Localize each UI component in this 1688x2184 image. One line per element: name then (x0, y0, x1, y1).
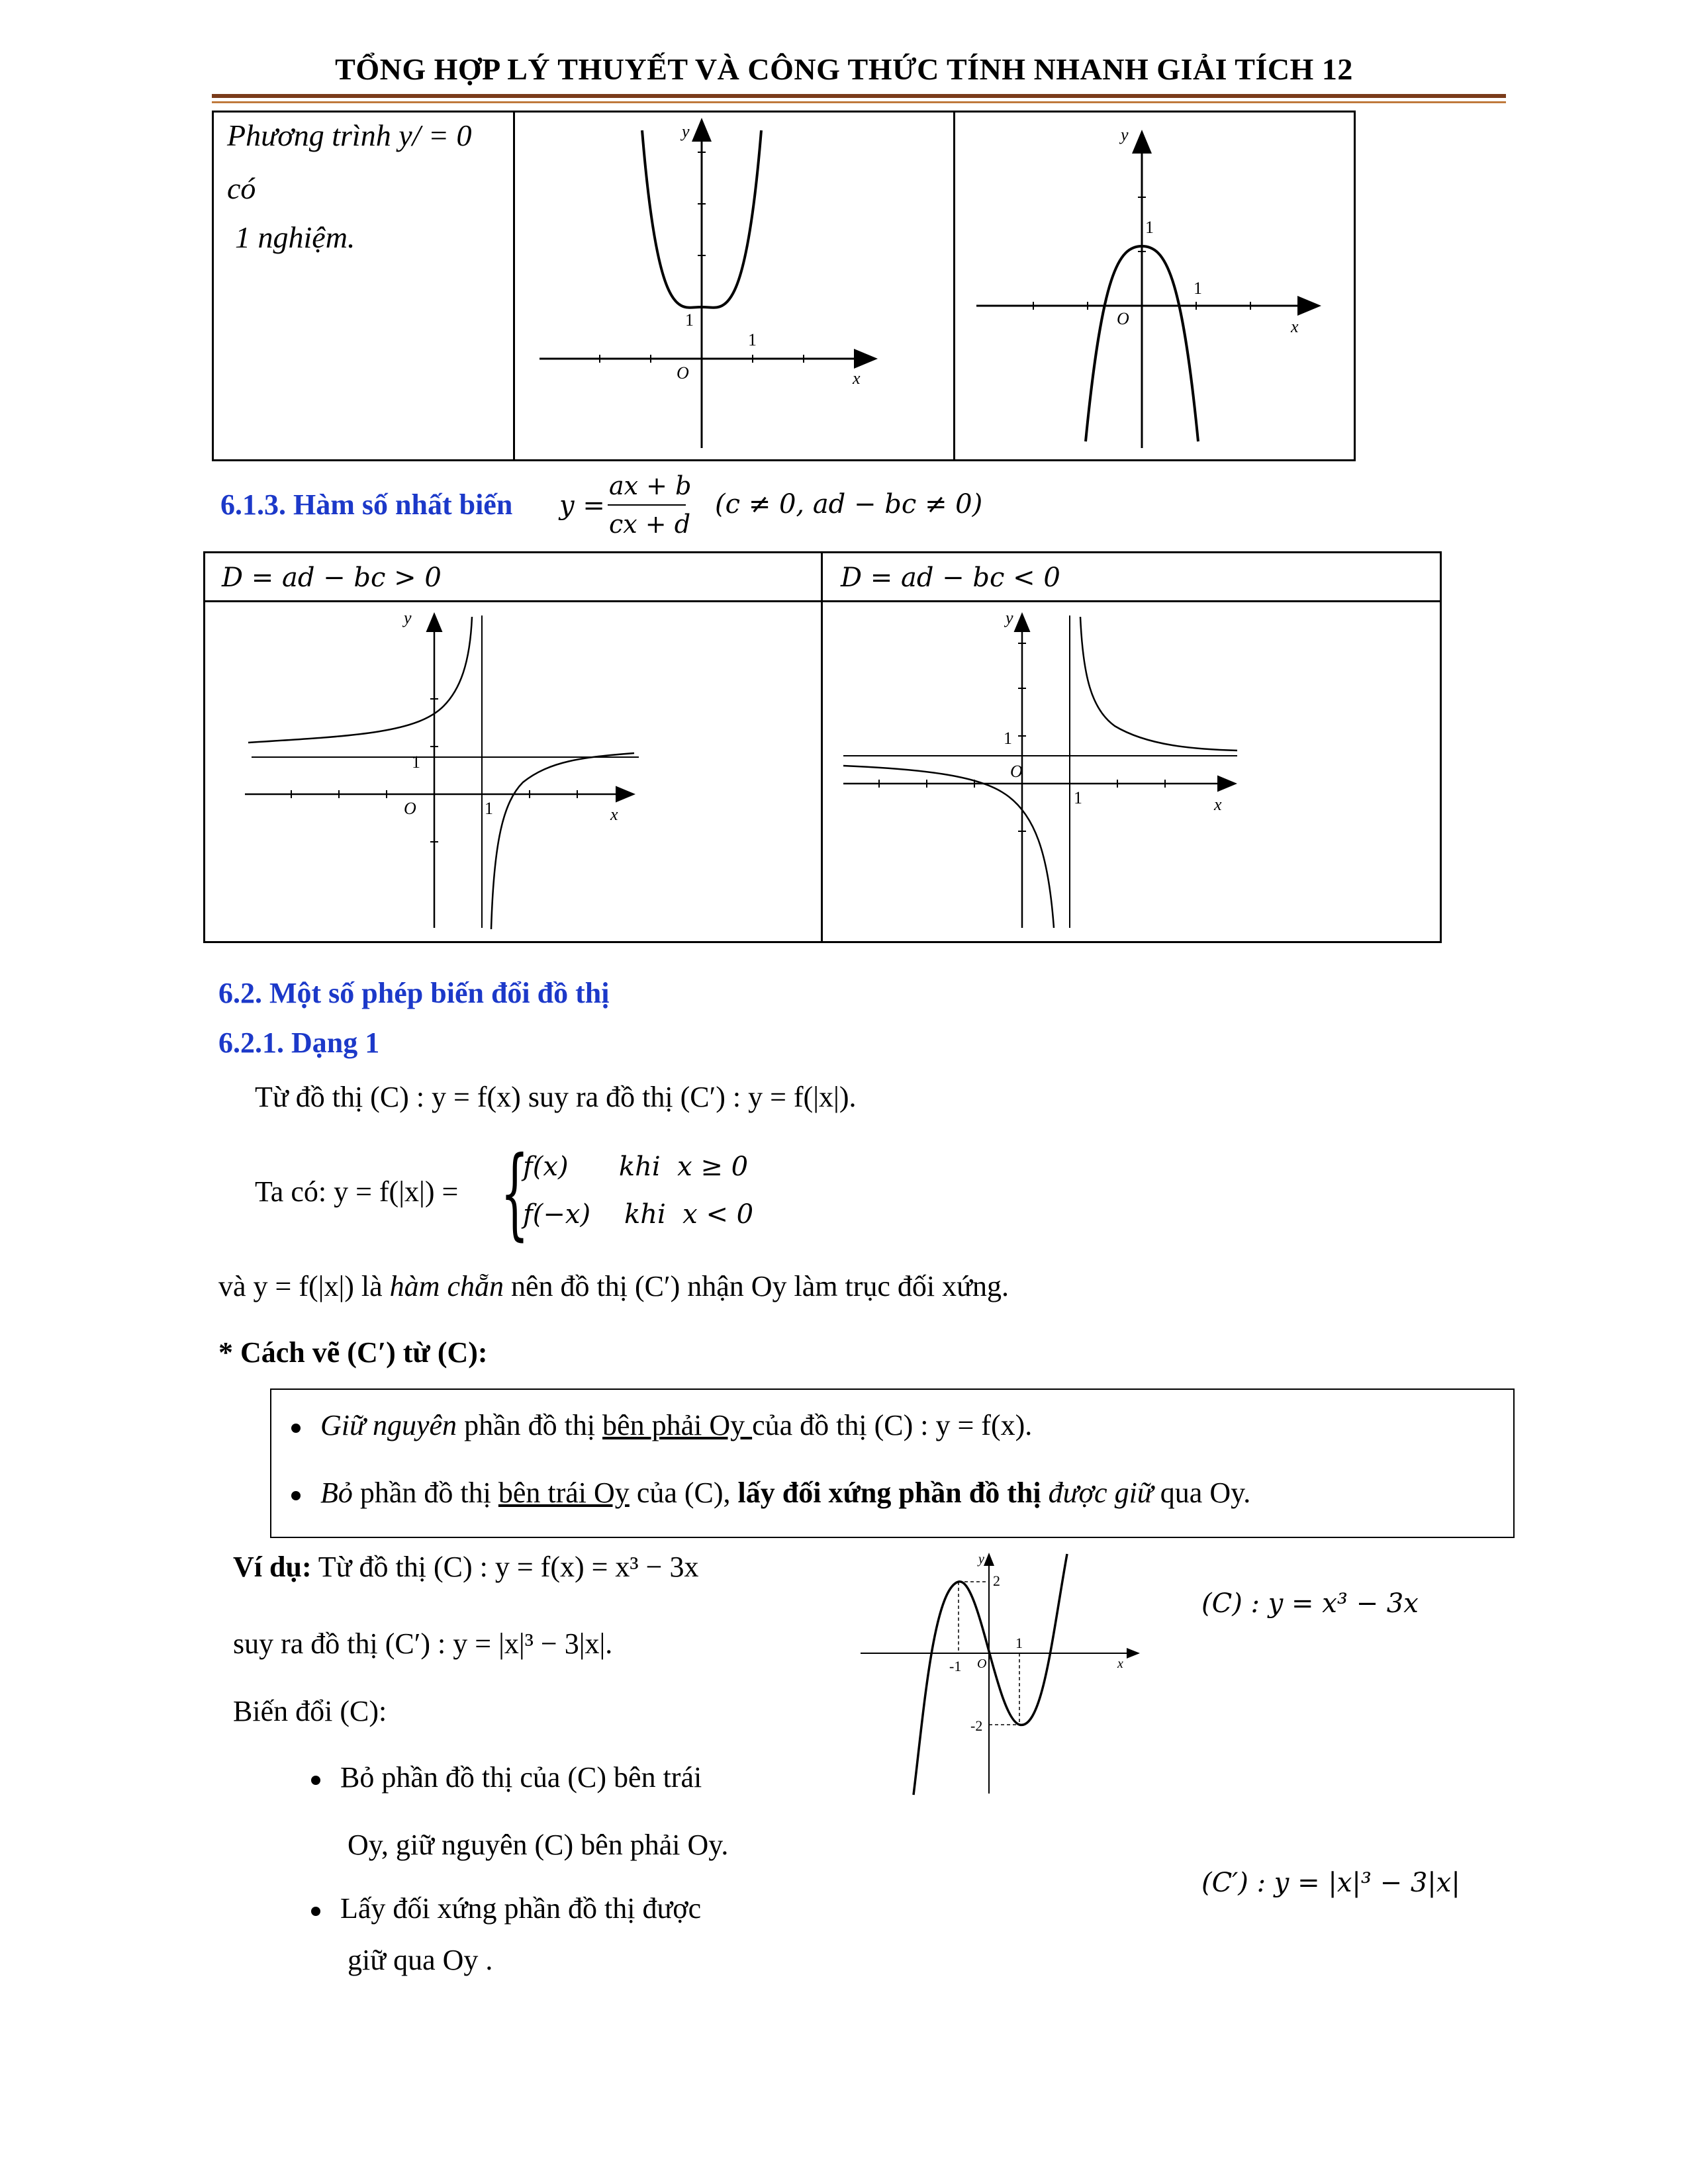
tick-label: -1 (949, 1658, 962, 1674)
example-bullet-2 (311, 1891, 701, 1925)
y-axis-label: y (404, 608, 412, 627)
formula-condition: (c ≠ 0, ad − bc ≠ 0) (715, 489, 983, 520)
bullet-dot (311, 1776, 320, 1785)
paragraph-tacó: Ta có: y = f(|x|) = (255, 1175, 459, 1208)
example-bullet-1-cont: Oy, giữ nguyên (C) bên phải Oy. (348, 1829, 729, 1861)
header-rule (212, 94, 1506, 98)
example-line-3: Biến đổi (C): (233, 1695, 387, 1727)
col-header-negative: D = ad − bc < 0 (841, 563, 1060, 593)
example-line-1 (233, 1550, 698, 1584)
tick-label: -2 (970, 1717, 983, 1734)
table-cell-text: 1 nghiệm. (235, 220, 355, 254)
origin-label: O (404, 799, 416, 818)
bullet-item (291, 1476, 1250, 1510)
howto-heading: * Cách vẽ (C′) từ (C): (218, 1336, 488, 1369)
text-segment: của (C), (629, 1477, 738, 1509)
bullet-dot (291, 1491, 301, 1500)
x-axis-label: x (610, 805, 618, 824)
text-segment: Bỏ phần đồ thị của (C) bên trái (340, 1761, 702, 1794)
tick-label: 1 (412, 752, 420, 772)
tick-label: 1 (1004, 729, 1012, 748)
paragraph-from-graph: Từ đồ thị (C) : y = f(x) suy ra đồ thị (C′) : y = f(|x|). (255, 1081, 857, 1113)
text-segment-bold: lấy đối xứng phần đồ thị (737, 1477, 1041, 1509)
tick-label: 1 (1194, 279, 1202, 298)
text-segment-italic: Giữ nguyên (320, 1409, 457, 1441)
graph-parabola-down (957, 114, 1354, 458)
table-cell-text: có (227, 171, 256, 205)
origin-label: O (677, 363, 689, 383)
tick-label: 1 (748, 330, 757, 349)
origin-label: O (1010, 762, 1023, 781)
text-segment-underlined: bên phải Oy (602, 1409, 753, 1441)
paragraph-even-function (218, 1269, 1009, 1303)
origin-label: O (1117, 309, 1129, 328)
table-divider (953, 111, 955, 461)
right-formula-c-prime: (C′) : y = |x|³ − 3|x| (1201, 1868, 1460, 1898)
formula-denominator: cx + d (609, 510, 691, 539)
section-heading-6-2: 6.2. Một số phép biến đổi đồ thị (218, 977, 610, 1009)
text-segment-underlined: bên trái Oy (498, 1477, 630, 1509)
table-divider (821, 551, 823, 943)
tick-label: 1 (685, 310, 694, 330)
formula-numerator: ax + b (609, 471, 692, 500)
table-cell-text: Phương trình y/ = 0 (227, 118, 472, 152)
text-segment: phần đồ thị (352, 1477, 498, 1509)
text-segment: và y = f(|x|) là (218, 1270, 390, 1302)
table-divider (513, 111, 515, 461)
section-heading-6-2-1: 6.2.1. Dạng 1 (218, 1026, 380, 1059)
right-formula-c: (C) : y = x³ − 3x (1201, 1588, 1419, 1619)
text-segment: qua Oy. (1152, 1477, 1251, 1509)
graph-parabola-up (516, 114, 950, 458)
text-segment: nên đồ thị (C′) nhận Oy làm trục đối xứng. (503, 1270, 1009, 1302)
tick-label: 2 (993, 1572, 1000, 1589)
tick-label: 1 (485, 799, 493, 818)
y-axis-label: y (1006, 608, 1013, 627)
header-rule-thin (212, 101, 1506, 103)
x-axis-label: x (1117, 1657, 1123, 1671)
section-heading-6-1-3: 6.1.3. Hàm số nhất biến (220, 488, 513, 521)
example-label: Ví dụ: (233, 1551, 312, 1583)
x-axis-label: x (1214, 795, 1222, 814)
case-brace: { (500, 1136, 529, 1251)
text-segment: Lấy đối xứng phần đồ thị được (340, 1892, 702, 1925)
tick-label: 1 (1145, 218, 1154, 237)
x-axis-label: x (1291, 317, 1299, 336)
y-axis-label: y (682, 122, 690, 141)
case-line-2: f(−x) khi x < 0 (523, 1199, 754, 1230)
tick-label: 1 (1015, 1635, 1023, 1651)
page-header-title: TỔNG HỢP LÝ THUYẾT VÀ CÔNG THỨC TÍNH NHANH GIẢI TÍCH 12 (335, 52, 1353, 86)
text-segment-italic: hàm chẵn (389, 1270, 504, 1302)
fraction-bar (608, 504, 686, 506)
text-segment: phần đồ thị (457, 1409, 603, 1441)
case-line-1: f(x) khi x ≥ 0 (523, 1152, 749, 1182)
y-axis-label: y (978, 1552, 984, 1567)
graph-hyperbola-positive (205, 604, 820, 941)
example-line-2: suy ra đồ thị (C′) : y = |x|³ − 3|x|. (233, 1627, 613, 1660)
tick-label: 1 (1074, 788, 1082, 807)
bullet-dot (291, 1424, 301, 1433)
graph-hyperbola-negative (823, 604, 1440, 941)
formula-lhs: y = (559, 490, 605, 521)
text-segment: Từ đồ thị (C) : y = f(x) = x³ − 3x (311, 1551, 699, 1583)
x-axis-label: x (853, 369, 861, 388)
origin-label: O (977, 1657, 987, 1671)
example-bullet-2-cont: giữ qua Oy . (348, 1944, 493, 1976)
col-header-positive: D = ad − bc > 0 (222, 563, 442, 593)
y-axis-label: y (1121, 125, 1129, 144)
bullet-dot (311, 1907, 320, 1916)
bullet-item (291, 1408, 1032, 1442)
text-segment-italic: Bỏ (320, 1477, 353, 1509)
graph-cubic (861, 1549, 1145, 1800)
example-bullet-1 (311, 1760, 702, 1794)
text-segment: của đồ thị (C) : y = f(x). (752, 1409, 1033, 1441)
text-segment-italic: được giữ (1041, 1477, 1153, 1509)
